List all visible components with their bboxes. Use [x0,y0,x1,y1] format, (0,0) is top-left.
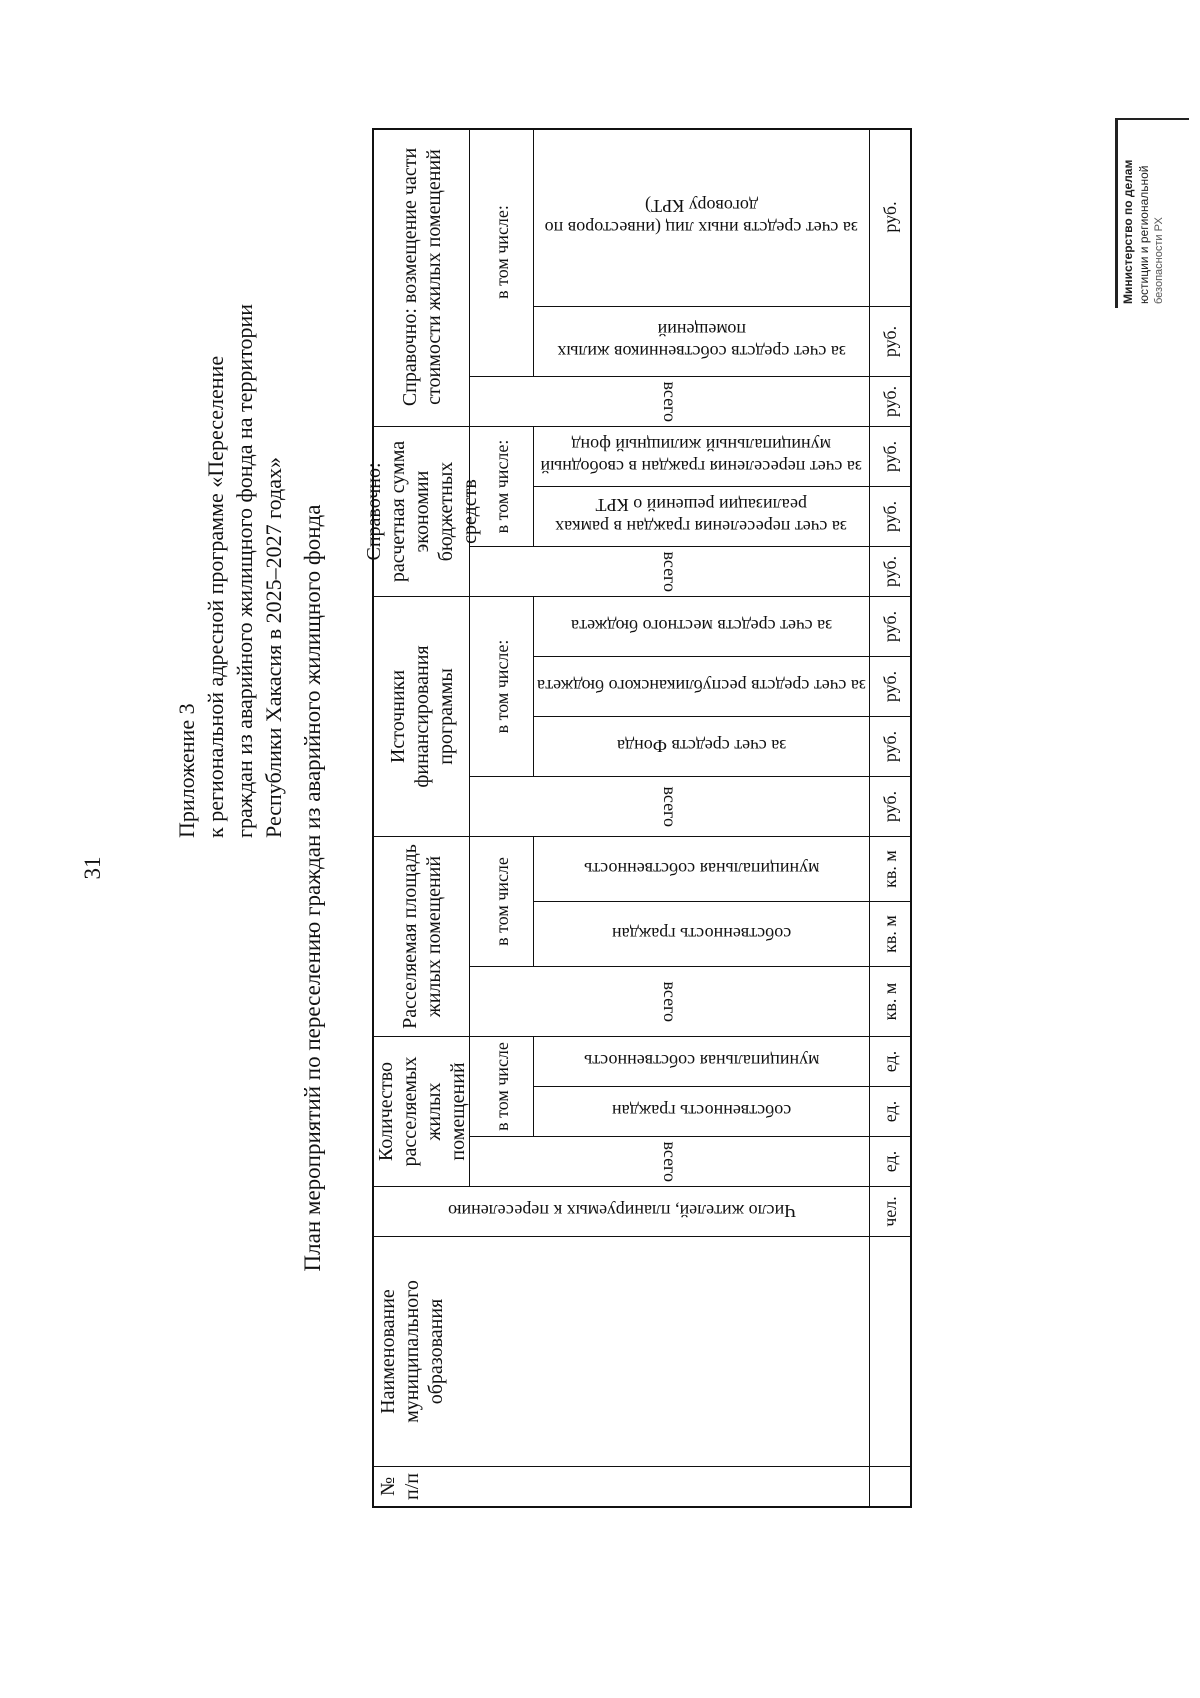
header-residents-text: Число жителей, планируемых к переселению [447,1201,796,1222]
appendix-line: Республики Хакасия в 2025–2027 годах» [261,457,286,838]
unit-rub: руб. [870,306,910,376]
unit-rub: руб. [870,426,910,486]
sources-republic-label: за счет средств республиканского бюджета [536,676,866,697]
unit-rub: руб. [870,716,910,776]
sources-total-label: всего [659,786,680,827]
count-incl: в том числе [470,1036,534,1136]
count-total-label: всего [659,1141,680,1182]
savings-total [470,546,870,596]
reimb-incl: в том числе: [470,128,534,376]
sources-fund [534,716,870,776]
unit-rub: руб. [870,776,910,836]
appendix-line: граждан из аварийного жилищного фонда на территории [232,303,257,838]
page-number: 31 [80,856,105,880]
unit-sqm: кв. м [870,901,910,966]
sources-local [534,596,870,656]
savings-free [534,426,870,486]
header-sources: Источники финансирования программы [374,596,470,836]
area-citizens-label: собственность граждан [611,924,792,944]
reimb-others-label: за счет средств иных лиц (инвесторов по договору КРТ) [544,196,859,238]
sources-fund-label: за счет средств Фонда [616,736,787,757]
reimb-total [470,376,870,426]
unit-cell [870,1236,910,1466]
sources-incl: в том числе: [470,596,534,776]
reimb-owners [534,306,870,376]
stamp-line: безопасности РХ [1153,217,1165,304]
header-savings: Справочно: расчетная сумма экономии бюджетных средств [374,426,470,596]
savings-free-label: за счет переселения граждан в свободный муниципальный жилищный фонд [540,435,863,478]
header-area: Расселяемая площадь жилых помещений [374,836,470,1036]
appendix-line: Приложение 3 [174,703,199,838]
sources-republic [534,656,870,716]
reimb-owners-label: за счет средств собственников жилых помещений [557,320,846,363]
area-citizens [534,901,870,966]
count-municipal-label: муниципальная собственность [583,1051,820,1072]
count-municipal [534,1036,870,1086]
unit-rub: руб. [870,546,910,596]
registration-stamp [1115,118,1189,308]
savings-total-label: всего [659,551,680,592]
sources-local-label: за счет средств местного бюджета [570,616,833,637]
unit-rub: руб. [870,656,910,716]
unit-ed: ед. [870,1036,910,1086]
stamp-line: юстиции и региональной [1137,165,1151,304]
unit-rub: руб. [870,596,910,656]
savings-krt-label: за счет переселения граждан в рамках реализации решений о КРТ [555,495,848,538]
area-total-label: всего [659,981,680,1022]
reimb-others [534,128,870,306]
unit-cell [870,1466,910,1506]
area-municipal [534,836,870,901]
header-count: Количество расселяемых жилых помещений [374,1036,470,1186]
unit-people: чел. [870,1186,910,1236]
unit-sqm: кв. м [870,966,910,1036]
savings-incl: в том числе: [470,426,534,546]
reimb-total-label: всего [659,381,680,422]
appendix-line: к региональной адресной программе «Переселение [203,355,228,838]
count-total [470,1136,870,1186]
unit-ed: ед. [870,1136,910,1186]
count-citizens-label: собственность граждан [611,1101,792,1122]
unit-rub: руб. [870,486,910,546]
unit-ed: ед. [870,1086,910,1136]
savings-krt [534,486,870,546]
area-municipal-label: муниципальная собственность [583,859,820,879]
header-reimbursement: Справочно: возмещение части стоимости жилых помещений [374,128,470,426]
area-incl: в том числе [470,836,534,966]
unit-sqm: кв. м [870,836,910,901]
plan-table [362,128,912,1508]
plan-title: План мероприятий по переселению граждан из аварийного жилищного фонда [300,504,325,1272]
count-citizens [534,1086,870,1136]
header-name: Наименование муниципального образования [374,1236,870,1466]
appendix-header [172,108,288,838]
sources-total [470,776,870,836]
unit-rub: руб. [870,376,910,426]
unit-rub: руб. [879,201,900,233]
stamp-line: Министерство по делам [1121,159,1135,304]
area-total [470,966,870,1036]
header-num: № п/п [374,1466,870,1506]
header-residents [374,1186,870,1236]
